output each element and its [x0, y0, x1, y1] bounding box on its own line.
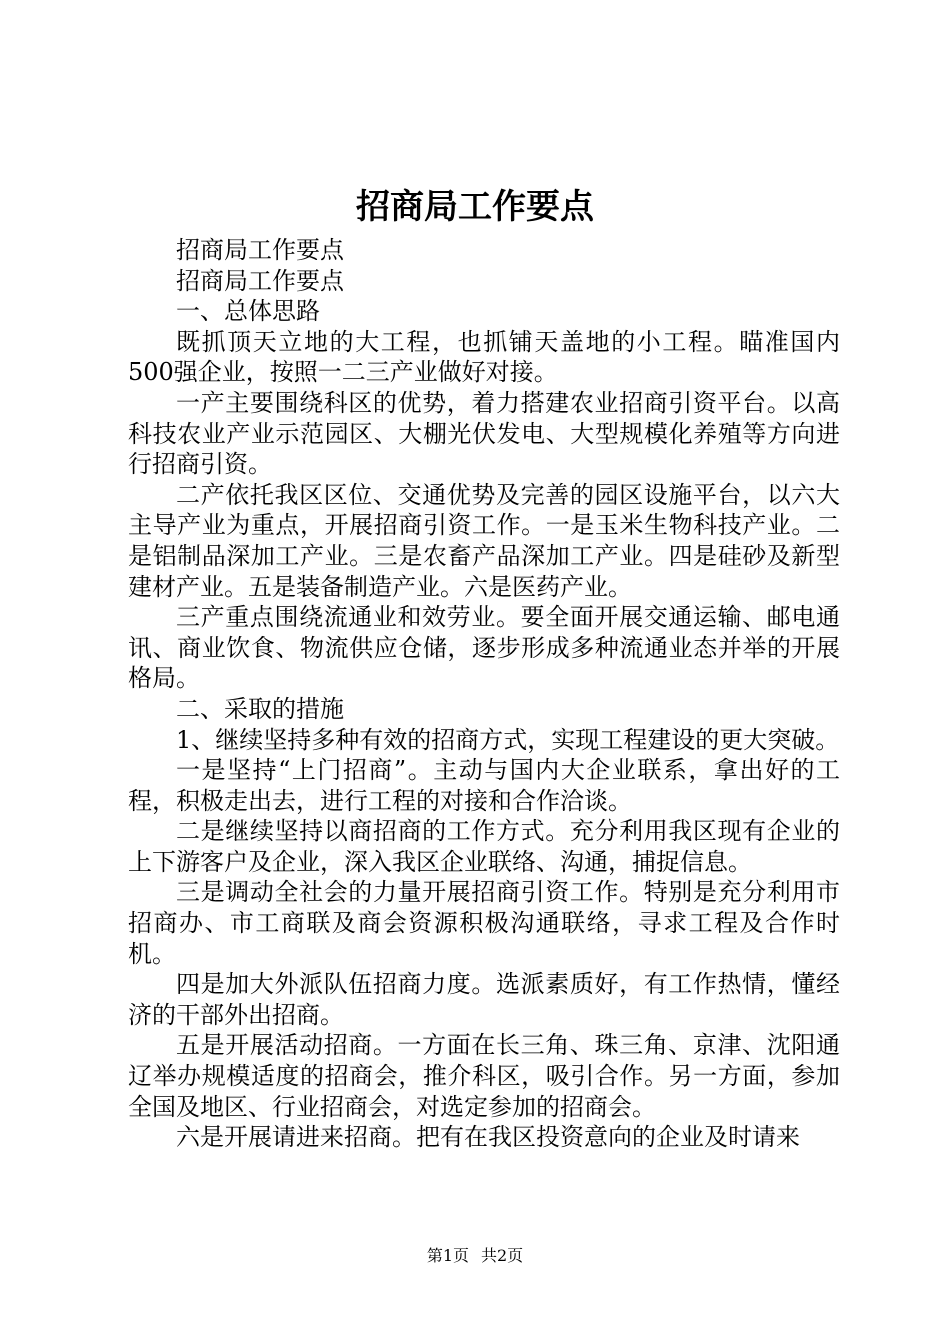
paragraph: 招商局工作要点 [176, 236, 344, 264]
paragraph: 三产重点围绕流通业和效劳业。要全面开展交通运输、邮电通讯、商业饮食、物流供应仓储，逐步形成多种流通业态并举的开展格局。 [128, 603, 840, 693]
paragraph: 招商局工作要点 [176, 266, 344, 295]
paragraph: 一产主要围绕科区的优势，着力搭建农业招商引资平台。以高科技农业产业示范园区、大棚光伏发电、大型规模化养殖等方向进行招商引资。 [128, 388, 840, 479]
page-footer [0, 1244, 950, 1268]
section-heading: 二、采取的措施 [176, 694, 344, 723]
document-body [128, 235, 840, 1153]
paragraph: 二是继续坚持以商招商的工作方式。充分利用我区现有企业的上下游客户及企业，深入我区企业联络、沟通，捕捉信息。 [128, 817, 840, 876]
paragraph: 四是加大外派队伍招商力度。选派素质好，有工作热情，懂经济的干部外出招商。 [128, 970, 840, 1029]
page-number: 第1页 [426, 1246, 469, 1265]
paragraph: 一是坚持“上门招商”。主动与国内大企业联系，拿出好的工程，积极走出去，进行工程的对接和合作洽谈。 [128, 756, 840, 815]
paragraph: 1、继续坚持多种有效的招商方式，实现工程建设的更大突破。 [176, 725, 840, 754]
page-total: 共2页 [481, 1246, 524, 1265]
paragraph: 二产依托我区区位、交通优势及完善的园区设施平台，以六大主导产业为重点，开展招商引资工作。一是玉米生物科技产业。二是铝制品深加工产业。三是农畜产品深加工产业。四是硅砂及新型建材产业。五是装备制造产业。六是医药产业。 [128, 480, 840, 601]
paragraph: 五是开展活动招商。一方面在长三角、珠三角、京津、沈阳通辽举办规模适度的招商会，推介科区，吸引合作。另一方面，参加全国及地区、行业招商会，对选定参加的招商会。 [128, 1031, 840, 1121]
document-title: 招商局工作要点 [356, 187, 594, 227]
section-heading: 一、总体思路 [176, 297, 320, 326]
paragraph: 六是开展请进来招商。把有在我区投资意向的企业及时请来 [176, 1123, 800, 1152]
paragraph: 三是调动全社会的力量开展招商引资工作。特别是充分利用市招商办、市工商联及商会资源积极沟通联络，寻求工程及合作时机。 [128, 878, 840, 968]
paragraph: 既抓顶天立地的大工程，也抓铺天盖地的小工程。瞄准国内500强企业，按照一二三产业做好对接。 [128, 327, 840, 387]
